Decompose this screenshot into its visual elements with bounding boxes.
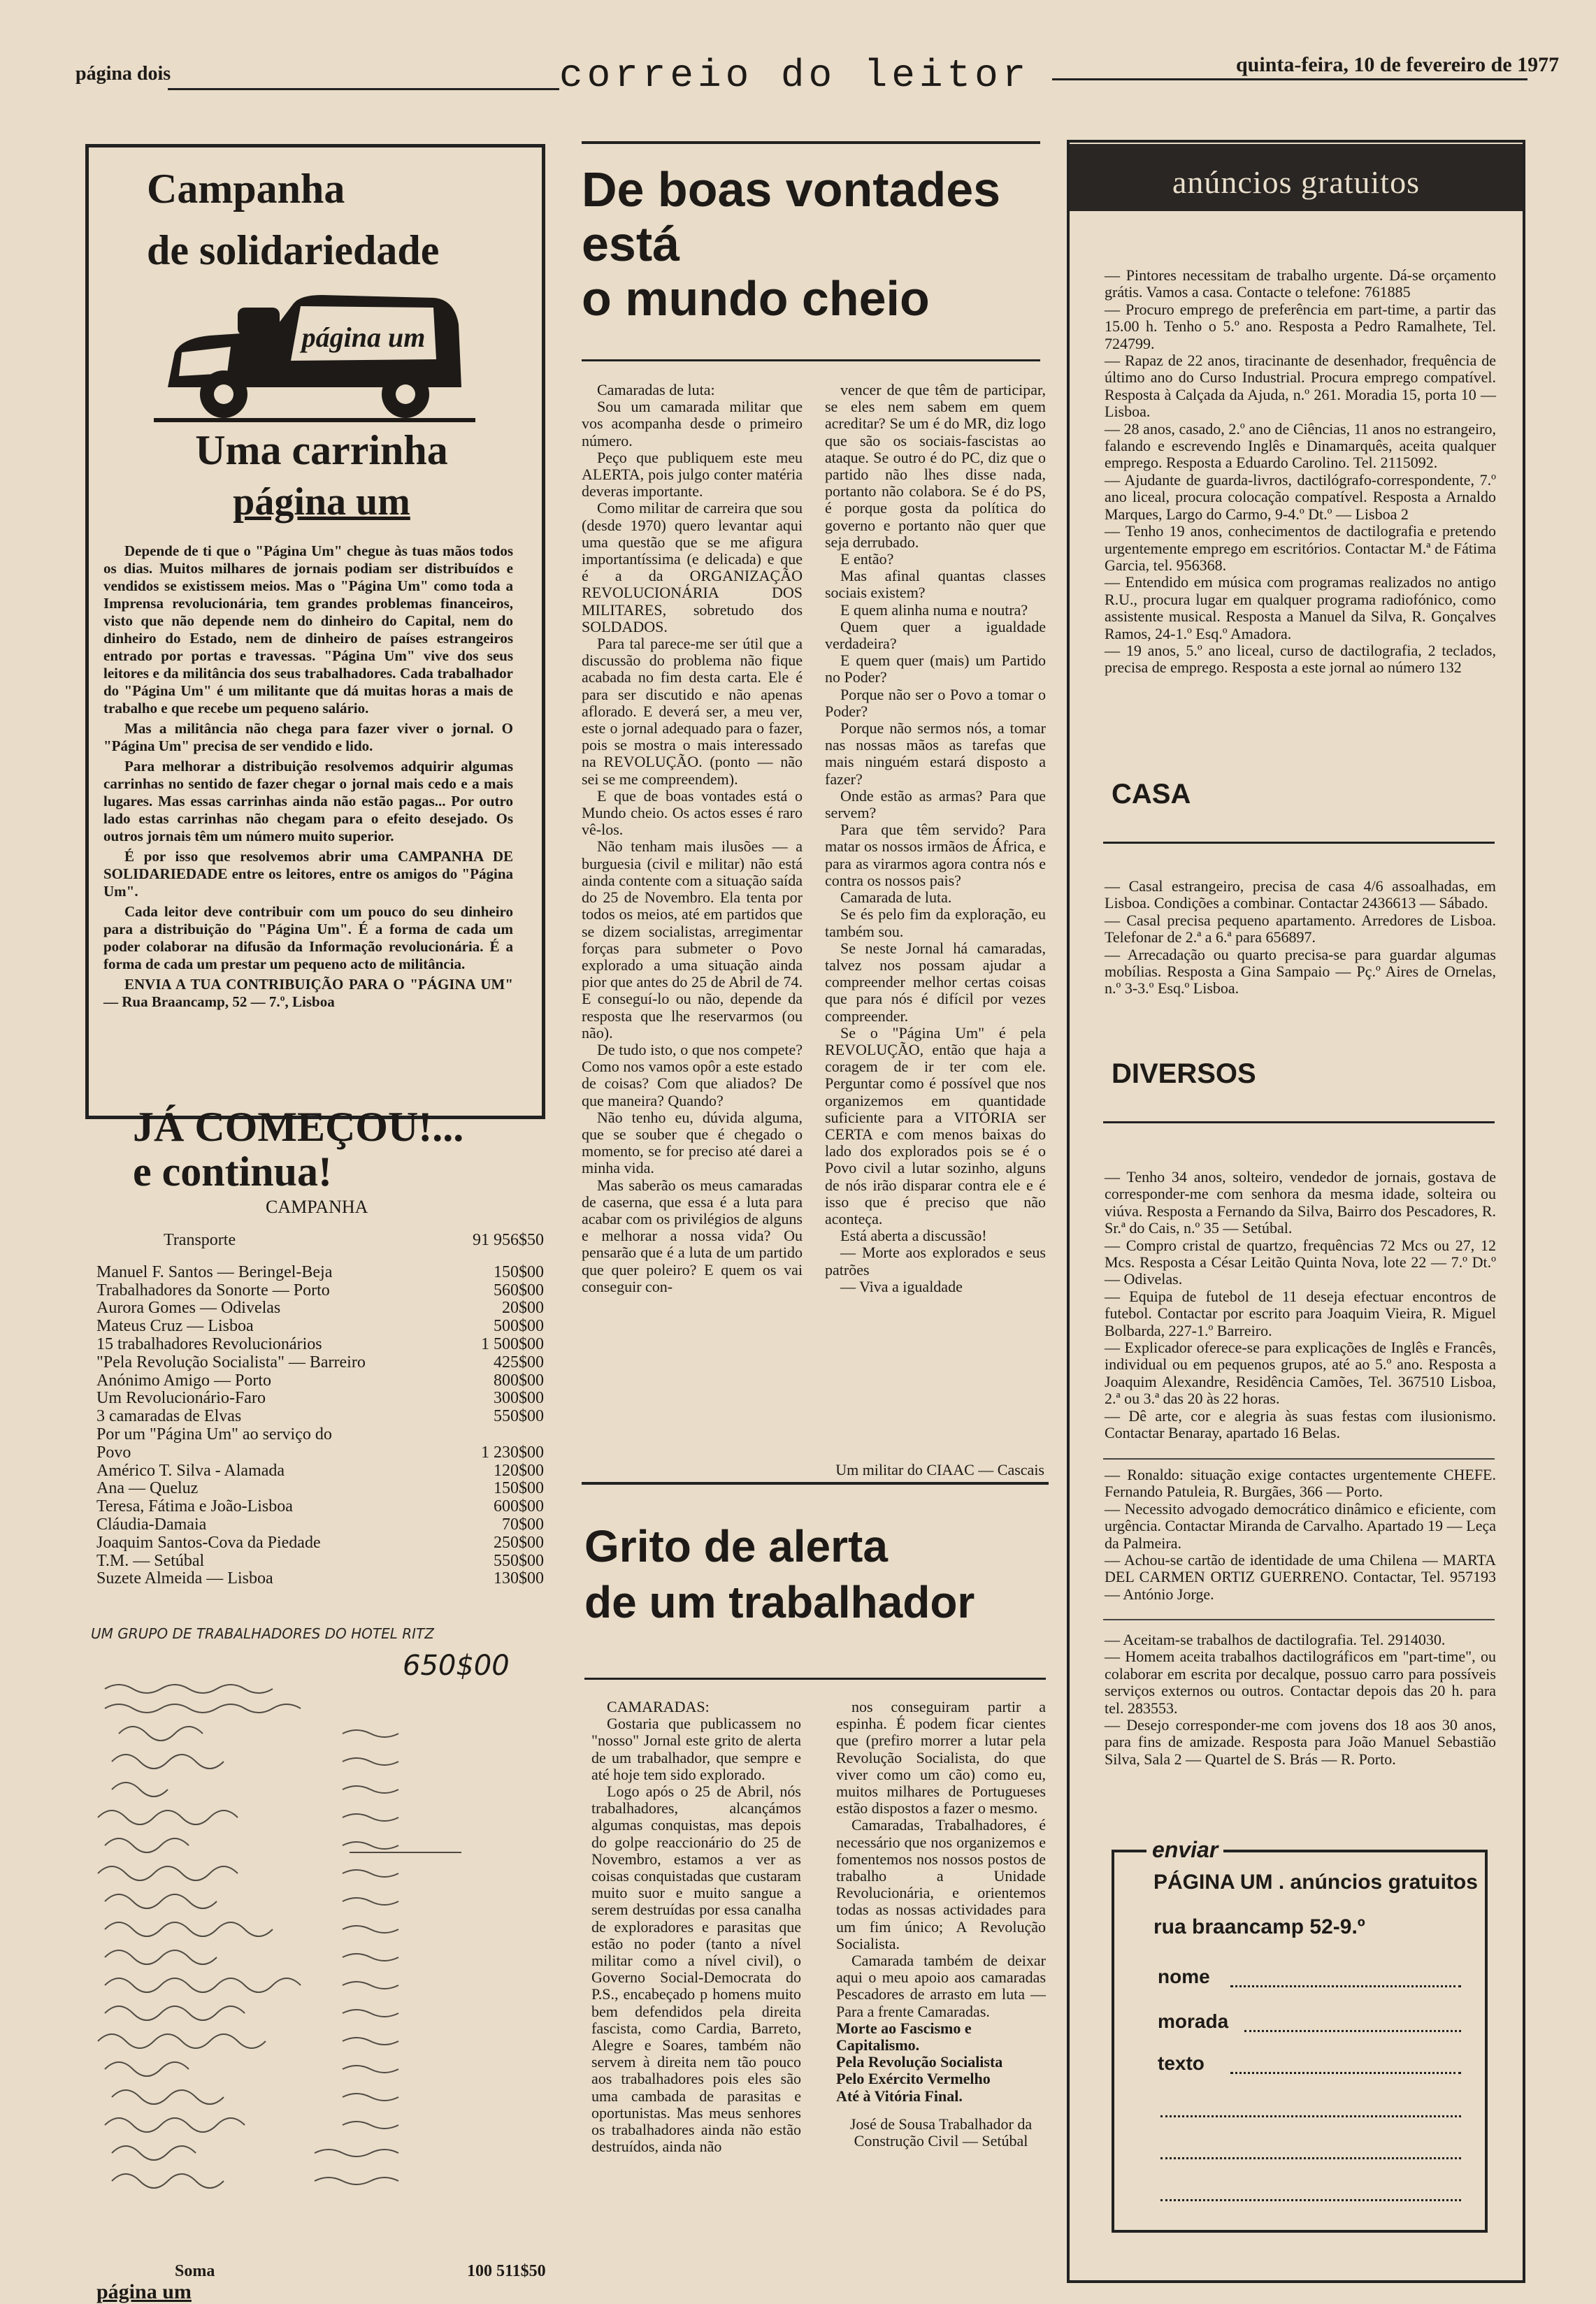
article-rule — [582, 1482, 1049, 1485]
contributions-list — [96, 1232, 544, 1588]
paragraph: Para que têm servido? Para matar os nossos irmãos de África, e para as virarmos agora contra nós e contra os nossos pais? — [825, 821, 1046, 889]
list-item — [96, 1318, 544, 1336]
article-signature: José de Sousa Trabalhador da Construção Civil — Setúbal — [849, 2115, 1033, 2150]
form-label-texto: texto — [1158, 2052, 1205, 2074]
contribution-amount: 600$00 — [494, 1497, 544, 1516]
paragraph: Mas afinal quantas classes sociais existem? — [825, 567, 1046, 602]
list-item — [96, 1534, 544, 1553]
contribution-amount: 550$00 — [494, 1551, 544, 1570]
paragraph: De tudo isto, o que nos compete? Como nos vamos opôr a este estado de coisas? Com que aliados? De que maneira? Quando? — [582, 1040, 803, 1109]
contributor-name: Teresa, Fátima e João-Lisboa — [96, 1498, 293, 1516]
paragraph: — Tenho 19 anos, conhecimentos de dactilografia e pretendo urgentemente emprego em escritórios. Contactar M.ª de Fátima Garcia, tel. 956368. — [1105, 522, 1496, 574]
page-label: página dois — [76, 63, 171, 85]
contributions-label: CAMPANHA — [266, 1197, 368, 1217]
list-item — [96, 1372, 544, 1390]
contributor-rows — [96, 1264, 544, 1588]
contributor-name: Joaquim Santos-Cova da Piedade — [96, 1534, 321, 1552]
paragraph: — 28 anos, casado, 2.º ano de Ciências, 11 anos no estrangeiro, falando e escrevendo Inglês e Dinamarquês, aceita qualquer emprego. Resposta a Eduardo Carolino. Tel. 2115092. — [1105, 419, 1496, 472]
contribution-amount: 500$00 — [494, 1317, 544, 1336]
section-rule — [1103, 842, 1495, 844]
paragraph: nos conseguiram partir a espinha. É podem ficar cientes que (prefiro morrer a lutar pela Revolução Socialista, do que viver como um cão) como eu, muitos milhares de Portugueses estão dispostos a fazer o mesmo. — [836, 1698, 1046, 1817]
contribution-amount: 150$00 — [494, 1262, 544, 1281]
paragraph: vencer de que têm de participar, se eles nem sabem em quem acreditar? Se um é do MR, diz logo que são os sociais-fascistas ao ataque. Se outro é do PC, diz que o partido não lhes disse nada, portanto não colabora. Se é do PS, é porque gosta da política do governo e portanto não quer que seja derrubado. — [825, 381, 1046, 551]
sum-label: Soma — [175, 2262, 215, 2280]
paragraph: — Morte aos explorados e seus patrões — [825, 1244, 1046, 1279]
list-item — [96, 1444, 544, 1462]
contributor-name: Trabalhadores da Sonorte — Porto — [96, 1281, 330, 1299]
contributor-name: Suzete Almeida — Lisboa — [96, 1570, 273, 1588]
contributor-name: Aurora Gomes — Odivelas — [96, 1299, 281, 1318]
classifieds-diversos — [1105, 1632, 1496, 1768]
paragraph: Se o "Página Um" é pela REVOLUÇÃO, então que haja a coragem de ir ter com ele. Perguntar como é possível que nos organizemos em quantidade suficiente para a VITÓRIA ser CERTA e com menos baixas do lado dos explorados pois se é o Povo civil a lutar sozinho, alguns de nós irão disparar contra ele e é isso que é preciso que não aconteça. — [825, 1023, 1046, 1227]
contribution-amount — [446, 1426, 544, 1444]
paragraph: Onde estão as armas? Para que servem? — [825, 786, 1046, 822]
paragraph: Não tenham mais ilusões — a burguesia (civil e militar) não está ainda contente com a situação saída do 25 de Novembro. Ela tenta por todos os meios, até em partidos que se dizem socialistas, arregimentar forças para submeter o Povo explorado a uma situação ainda pior que antes do 25 de Abril de 74. E conseguí-lo ou não, depende da resposta que lhe reservarmos (ou não). — [582, 837, 803, 1042]
form-line — [1244, 2030, 1461, 2032]
paragraph: — Entendido em música com programas realizados no antigo R.U., procura lugar em qualquer programa radiofónico, como assistente musical. Resposta a Manuel da Silva, R. Gonçalves Ramos, 24-1.º Esq.º Amadora. — [1105, 573, 1496, 642]
divider — [1103, 1619, 1495, 1620]
article-column — [591, 1699, 801, 2155]
paragraph: — Necessito advogado democrático dinâmico e eficiente, com urgência. Contactar Miranda de Carvalho. Apartado 19 — Leça da Palmeira. — [1105, 1499, 1496, 1552]
footer-logo: página um — [96, 2280, 192, 2303]
section-heading-diversos: DIVERSOS — [1112, 1058, 1256, 1089]
contribution-amount: 150$00 — [494, 1479, 544, 1498]
contributor-name: Um Revolucionário-Faro — [96, 1390, 266, 1408]
list-item — [96, 1408, 544, 1426]
paragraph: Camarada de luta. — [840, 888, 952, 907]
divider — [1103, 1458, 1495, 1460]
paragraph: Camaradas de luta: — [597, 381, 715, 398]
paragraph: Peço que publiquem este meu ALERTA, pois julgo conter matéria deveras importante. — [582, 448, 803, 501]
paragraph: Até à Vitória Final. — [836, 2087, 963, 2105]
paragraph: — Achou-se cartão de identidade de uma Chilena — MARTA DEL CARMEN ORTIZ GUERRENO. Contactar, Tel. 957193 — António Jorge. — [1105, 1551, 1496, 1603]
header-rule-left — [168, 88, 559, 90]
list-item — [96, 1354, 544, 1372]
paragraph: Está aberta a discussão! — [840, 1227, 987, 1245]
paragraph: Pelo Exército Vermelho — [836, 2070, 991, 2088]
paragraph: Como militar de carreira que sou (desde 1970) quero levantar aqui uma questão que se me afigura importantíssima (e delicada) e que é a da ORGANIZAÇÃO REVOLUCIONÁRIA DOS MILITARES, sobretudo dos SOLDADOS. — [582, 499, 803, 635]
contribution-amount: 250$00 — [494, 1533, 544, 1552]
paragraph: — Procuro emprego de preferência em part-time, a partir das 15.00 h. Tenho o 5.º ano. Resposta a Pedro Ramalhete, Tel. 724799. — [1105, 300, 1496, 352]
handwritten-list-scan — [91, 1622, 538, 2237]
paragraph: Se neste Jornal há camaradas, talvez nos possam ajudar a compreender melhor certas coisas que para nós é difícil por vezes compreender. — [825, 939, 1046, 1025]
paragraph: Se és pelo fim da exploração, eu também sou. — [825, 905, 1046, 940]
paragraph: — Arrecadação ou quarto precisa-se para guardar algumas mobílias. Resposta a Gina Sampaio — Pç.º Aires de Ornelas, n.º 3-3.º Esq.º Lisboa. — [1105, 945, 1496, 998]
contribution-amount: 425$00 — [494, 1353, 544, 1371]
list-item — [96, 1462, 544, 1481]
paragraph: — Explicador oferece-se para explicações de Inglês e Francês, individual ou em pequenos grupos, até ao 5.º ano. Resposta a Joaquim Alexandre, Residência Camões, Tel. 367510 Lisboa, 2.ª ou 3.ª das 20 às 22 horas. — [1105, 1339, 1496, 1408]
article-column — [825, 382, 1046, 1295]
list-item — [96, 1264, 544, 1282]
campaign-title: Campanha de solidariedade — [147, 166, 440, 273]
contribution-amount: 1 500$00 — [481, 1334, 544, 1353]
paragraph: — Viva a igualdade — [840, 1277, 963, 1295]
paragraph: — 19 anos, 5.º ano liceal, curso de dactilografia, 2 teclados, precisa de emprego. Resposta a este jornal ao número 132 — [1105, 641, 1496, 677]
article-headline: De boas vontades está o mundo cheio — [582, 162, 1001, 326]
contributor-name: "Pela Revolução Socialista" — Barreiro — [96, 1353, 366, 1371]
paragraph: Sou um camarada militar que vos acompanha desde o primeiro número. — [582, 398, 803, 449]
contribution-amount: 70$00 — [502, 1515, 544, 1534]
contributor-name: Povo — [96, 1443, 131, 1462]
article-rule — [582, 359, 1040, 361]
form-line — [1230, 2072, 1461, 2074]
campaign-text: Depende de ti que o "Página Um" chegue às tuas mãos todos os dias. Muitos milhares de jornais podiam ser distribuídos e vendidos se existissem meios. Mas o "Página Um" como toda a Imprensa revolucionária, tem grandes problemas financeiros, visto que não depende nem do dinheiro do Capital, nem do dinheiro do Estado, nem de dinheiro de países estrangeiros entrado por portas e travessas. "Página Um" vive dos seus leitores e da militância dos seus trabalhadores. Cada trabalhador do "Página Um" é um militante que dá muitas horas a mais de trabalho e que recebe um pequeno salário. Mas a militância não chega para fazer viver o jornal. O "Página Um" precisa de ser vendido e lido. Para melhorar a distribuição resolvemos adquirir algumas carrinhas no sentido de fazer chegar o jornal mais cedo e a mais lugares. Mas essas carrinhas ainda não estão pagas... Por outro lado estas carrinhas não chegam para o efeito desejado. Os outros jornais têm um número muito superior. É por isso que resolvemos abrir uma CAMPANHA DE SOLIDARIEDADE entre os leitores, entre os amigos do "Página Um". Cada leitor deve contribuir com um pouco do seu dinheiro para a distribuição do "Página Um". É a forma de cada um poder colaborar na difusão da Informação revolucionária. É a forma de cada um prestar um pequeno acto de militância. ENVIA A TUA CONTRIBUIÇÃO PARA O "PÁGINA UM" — Rua Braancamp, 52 — 7.º, Lisboa — [103, 542, 513, 1010]
article-signature: Um militar do CIAAC — Cascais — [835, 1461, 1044, 1478]
form-line — [1160, 2115, 1461, 2117]
pagina-um-logo: página um — [233, 480, 410, 524]
paragraph: — Rapaz de 22 anos, tiracinante de desenhador, frequência de último ano do Curso Industrial. Procura emprego compatível. Resposta à Calçada da Ajuda, n.º 261. Moradia 15, porta 10 — Lisboa. — [1105, 352, 1496, 421]
classifieds-title: anúncios gratuitos — [1070, 144, 1523, 211]
paragraph: Quem quer a igualdade verdadeira? — [825, 617, 1046, 653]
contribution-amount: 800$00 — [494, 1371, 544, 1390]
paragraph: Gostaria que publicassem no "nosso" Jornal este grito de alerta de um trabalhador, que sempre e até hoje tem sido explorado. — [591, 1715, 801, 1783]
paragraph: — Ajudante de guarda-livros, dactilógrafo-correspondente, 7.º ano liceal, procura colocação compatível. Resposta a Arnaldo Marques, Largo do Carmo, 9-4.º Dt.º — Lisboa 2 — [1105, 470, 1496, 523]
paragraph: Logo após o 25 de Abril, nós trabalhadores, alcançámos algumas conquistas, mas depois do golpe reaccionário do 25 de Novembro, estamos a ver as coisas conquistadas que custaram muito suor e muito sangue a serem destruídas por essa canalha de exploradores e parasitas que estão no poder (tanto a nível militar como a nível civil), o Governo Social-Democrata do P.S., encabeçado p homens muito bem defendidos pela direita fascista, como Cardia, Barreto, Alegre e Soares, também não servem à direita nem tão pouco aos trabalhadores pois eles são uma cambada de parasitas e oportunistas. Mas meus senhores os trabalhadores ainda não estão destruídos, ainda não — [591, 1783, 801, 2156]
contributor-name: Cláudia-Damaia — [96, 1515, 207, 1534]
contributor-name: Mateus Cruz — Lisboa — [96, 1318, 254, 1336]
paragraph: E então? — [840, 550, 894, 568]
paragraph: — Casal estrangeiro, precisa de casa 4/6 assoalhadas, em Lisboa. Condições a combinar. Contactar 2436613 — Sábado. — [1105, 877, 1496, 912]
contribution-amount: 120$00 — [494, 1461, 544, 1480]
contributor-name: Manuel F. Santos — Beringel-Beja — [96, 1263, 333, 1281]
paragraph: — Dê arte, cor e alegria às suas festas com ilusionismo. Contactar Benaray, apartado 16 Belas. — [1105, 1406, 1496, 1442]
campaign-subtitle: Uma carrinha — [195, 427, 448, 473]
list-item — [96, 1426, 544, 1444]
section-title: correio do leitor — [559, 53, 1030, 98]
article-headline: Grito de alerta de um trabalhador — [584, 1521, 975, 1627]
paragraph: E que de boas vontades está o Mundo cheio. Os actos esses é raro vê-los. — [582, 786, 803, 839]
contributor-name: Américo T. Silva - Alamada — [96, 1462, 285, 1480]
contributor-name: Por um "Página Um" ao serviço do — [96, 1425, 332, 1443]
paragraph: — Aceitam-se trabalhos de dactilografia. Tel. 2914030. — [1105, 1631, 1446, 1648]
article-column — [582, 382, 803, 1295]
list-item — [96, 1516, 544, 1534]
issue-date: quinta-feira, 10 de fevereiro de 1977 — [1236, 53, 1560, 76]
paragraph: Morte ao Fascismo e Capitalismo. — [836, 2019, 972, 2054]
form-line — [1160, 2199, 1461, 2201]
paragraph: Não tenho eu, dúvida alguma, que se souber que é chegado o momento, se for preciso até darei a minha vida. — [582, 1108, 803, 1177]
contributor-name: Ana — Queluz — [96, 1480, 199, 1498]
van-sign-text: página um — [301, 322, 426, 353]
paragraph: — Pintores necessitam de trabalho urgente. Dá-se orçamento grátis. Vamos a casa. Contacte o telefone: 761885 — [1105, 266, 1496, 301]
paragraph: Camaradas, Trabalhadores, é necessário que nos organizemos e fomentemos nos nossos postos de trabalho a Unidade Revolucionária, e orientemos todas as nossas actividades para um fim único; A Revolução Socialista. — [836, 1816, 1046, 1952]
form-address-line: PÁGINA UM . anúncios gratuitos — [1153, 1871, 1478, 1894]
paragraph: — Desejo corresponder-me com jovens dos 18 aos 30 anos, para fins de amizade. Resposta para João Manuel Sebastião Silva, Sala 2 — Quartel de S. Brás — R. Porto. — [1105, 1716, 1496, 1768]
contributor-name: 15 trabalhadores Revolucionários — [96, 1335, 322, 1353]
contributor-name: 3 camaradas de Elvas — [96, 1408, 242, 1426]
paragraph: — Tenho 34 anos, solteiro, vendedor de jornais, gostava de corresponder-me com senhora da mesma idade, solteira ou viúva. Resposta a Fernando da Silva, Bairro dos Pescadores, R. Sr.ª do Cais, n.º 35 — Setúbal. — [1105, 1168, 1496, 1237]
list-item: Transporte 91 956$50 — [164, 1231, 544, 1249]
list-item — [96, 1282, 544, 1300]
handwritten-amount: 650$00 — [403, 1650, 510, 1682]
classifieds-casa — [1105, 878, 1496, 998]
header-rule-right — [1052, 78, 1527, 80]
paragraph: Porque não sermos nós, a tomar nas nossas mãos as tarefas que mais ninguém estará disposto a fazer? — [825, 719, 1046, 788]
contribution-amount: 130$00 — [494, 1569, 544, 1588]
contributor-name: Anónimo Amigo — Porto — [96, 1371, 272, 1390]
form-address-line: rua braancamp 52-9.º — [1153, 1915, 1365, 1938]
classifieds-jobs — [1105, 267, 1496, 677]
list-item — [96, 1336, 544, 1354]
form-title: enviar — [1146, 1837, 1223, 1863]
paragraph: — Casal precisa pequeno apartamento. Arredores de Lisboa. Telefonar de 2.ª a 6.ª para 656897. — [1105, 911, 1496, 946]
classifieds-diversos — [1105, 1169, 1496, 1442]
paragraph: E quem quer (mais) um Partido no Poder? — [825, 651, 1046, 686]
delivery-van-illustration — [154, 282, 475, 429]
paragraph: — Equipa de futebol de 11 deseja efectuar encontros de futebol. Contactar por escrito para Joaquim Vieira, R. Miguel Bolbarda, 227-1.º Barreiro. — [1105, 1287, 1496, 1339]
form-label-morada: morada — [1158, 2010, 1229, 2032]
contribution-amount: 560$00 — [494, 1281, 544, 1299]
form-label-nome: nome — [1158, 1966, 1210, 1987]
paragraph: — Compro cristal de quartzo, frequências 72 Mcs ou 27, 12 Mcs. Resposta a César Leitão Quinta Nova, lote 22 — 7.º Dt.º — Odivelas. — [1105, 1236, 1496, 1288]
contribution-amount: 300$00 — [494, 1389, 544, 1408]
handwritten-heading: UM GRUPO DE TRABALHADORES DO HOTEL RITZ — [91, 1625, 434, 1642]
form-line — [1230, 1985, 1461, 1987]
sum-value: 100 511$50 — [467, 2262, 546, 2280]
list-item — [96, 1480, 544, 1498]
list-item — [96, 1553, 544, 1571]
paragraph: E quem alinha numa e noutra? — [840, 600, 1028, 619]
section-heading-casa: CASA — [1112, 779, 1191, 809]
article-column — [836, 1699, 1046, 2150]
paragraph: — Homem aceita trabalhos dactilográficos em "part-time", ou colaborar em escrita por decalque, possuo carro para possíveis serviços externos ou outros. Contactar depois das 20 h. para tel. 283553. — [1105, 1648, 1496, 1717]
paragraph: Porque não ser o Povo a tomar o Poder? — [825, 685, 1046, 720]
list-item — [96, 1299, 544, 1318]
list-item — [96, 1498, 544, 1516]
paragraph: Pela Revolução Socialista — [836, 2053, 1003, 2071]
paragraph: — Ronaldo: situação exige contactes urgentemente CHEFE. Fernando Patuleia, R. Burgães, 366 — Porto. — [1105, 1466, 1496, 1501]
paragraph: Para tal parece-me ser útil que a discussão do problema não fique acabada no fim desta carta. Ele é para ser discutido e não apenas aflorado. E deverá ser, a meu ver, este o jornal adequado para o fazer, pois se mostra o mais interessado na REVOLUÇÃO. (ponto — não sei se me compreendem). — [582, 635, 803, 788]
article-rule — [582, 141, 1040, 144]
classifieds-diversos — [1105, 1467, 1496, 1603]
contribution-amount: 1 230$00 — [481, 1443, 544, 1462]
article-rule — [584, 1678, 1046, 1680]
contributions-title: JÁ COMEÇOU!... e continua! — [133, 1104, 464, 1195]
list-item — [96, 1570, 544, 1588]
list-item — [96, 1390, 544, 1408]
section-rule — [1103, 1121, 1495, 1123]
form-line — [1160, 2157, 1461, 2159]
contribution-amount: 550$00 — [494, 1407, 544, 1426]
paragraph: CAMARADAS: — [607, 1698, 710, 1715]
contribution-amount: 20$00 — [502, 1299, 544, 1318]
contributor-name: T.M. — Setúbal — [96, 1552, 205, 1570]
paragraph: Camarada também de deixar aqui o meu apoio aos camaradas Pescadores de arrasto em luta — Para a frente Camaradas. — [836, 1952, 1046, 2020]
submission-form-box — [1112, 1850, 1488, 2233]
paragraph: Mas saberão os meus camaradas de caserna, que essa é a luta para acabar com os privilégios de alguns e melhorar a nossa vida? Ou pensarão que é a luta de um partido que quer poleiro? E quem os vai conseguir con- — [582, 1176, 803, 1295]
